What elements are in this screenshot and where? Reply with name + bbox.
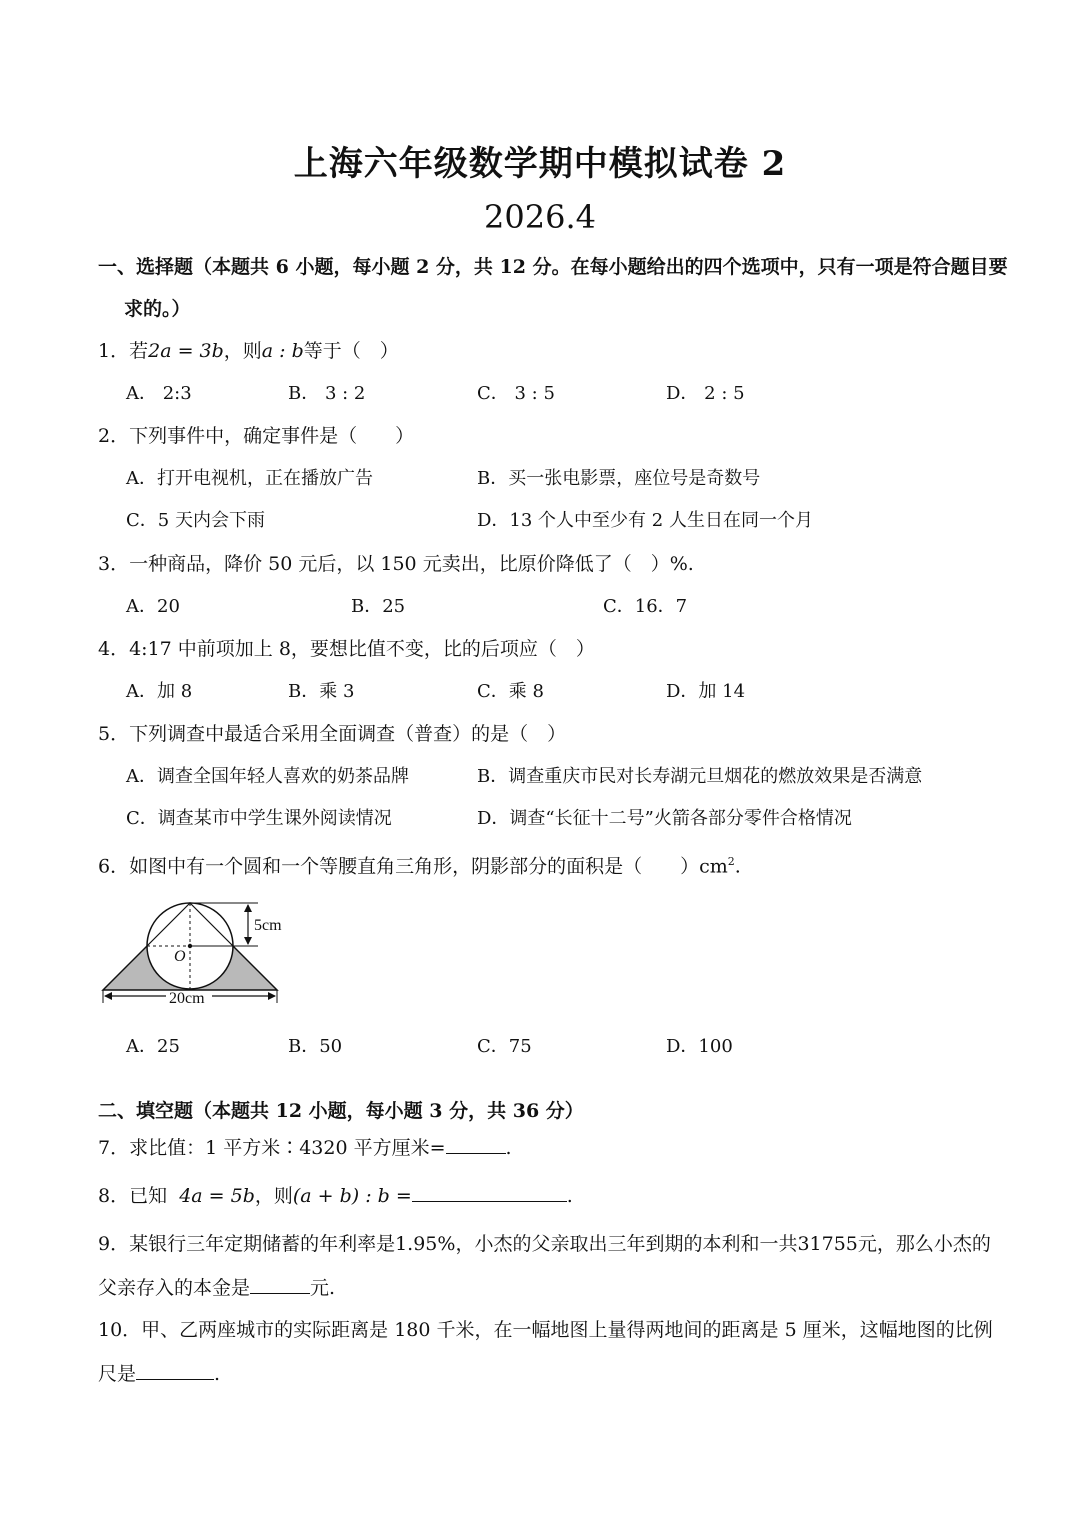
question-3: 3．一种商品，降价 50 元后，以 150 元卖出，比原价降低了（ ）%. [98, 553, 694, 575]
q5-option-c: C．调查某市中学生课外阅读情况 [126, 808, 392, 829]
q1-option-a: A． 2:3 [126, 383, 192, 404]
q6-geometry-diagram [98, 895, 298, 1010]
q5-option-a: A．调查全国年轻人喜欢的奶茶品牌 [126, 766, 409, 787]
q9-line2-prefix: 父亲存入的本金是 [98, 1277, 251, 1299]
q8-answer-blank[interactable] [412, 1183, 567, 1202]
q3-option-b: B．25 [351, 596, 406, 617]
q1-ratio: a : b [261, 340, 304, 362]
question-9: 9．某银行三年定期储蓄的年利率是1.95%，小杰的父亲取出三年到期的本利和一共31755元，那么小杰的 [98, 1233, 991, 1255]
q8-mid: ，则 [254, 1185, 293, 1207]
label-base: 20cm [169, 990, 205, 1007]
q5-option-b: B．调查重庆市民对长寿湖元旦烟花的燃放效果是否满意 [477, 766, 923, 787]
section2-heading: 二、填空题（本题共 12 小题，每小题 3 分，共 36 分） [98, 1100, 584, 1122]
q4-option-a: A．加 8 [126, 681, 193, 702]
q8-equation: 4a = 5b [179, 1185, 255, 1207]
q9-answer-blank[interactable] [250, 1275, 310, 1294]
q4-option-d: D．加 14 [666, 681, 746, 702]
question-2: 2．下列事件中，确定事件是（ ） [98, 425, 415, 447]
q6-option-b: B．50 [288, 1036, 343, 1057]
question-1 [98, 339, 399, 363]
question-4: 4．4:17 中前项加上 8，要想比值不变，比的后项应（ ） [98, 638, 595, 660]
q2-option-d: D．13 个人中至少有 2 人生日在同一个月 [477, 510, 813, 531]
q2-option-a: A．打开电视机，正在播放广告 [126, 468, 373, 489]
q6-option-c: C．75 [477, 1036, 532, 1057]
page-title: 上海六年级数学期中模拟试卷 2 [293, 144, 787, 184]
q1-equation: 2a = 3b [148, 340, 224, 362]
q9-line2-suffix: 元. [310, 1277, 336, 1299]
question-10: 10．甲、乙两座城市的实际距离是 180 千米，在一幅地图上量得两地间的距离是 5 厘米，这幅地图的比例 [98, 1319, 993, 1341]
q8-end: . [566, 1185, 573, 1207]
q10-line2-suffix: . [214, 1363, 221, 1385]
q6-option-d: D．100 [666, 1036, 733, 1057]
section1-heading: 一、选择题（本题共 6 小题，每小题 2 分，共 12 分。在每小题给出的四个选项中，只有一项是符合题目要 [98, 256, 1008, 278]
question-6 [98, 850, 741, 878]
q2-option-c: C．5 天内会下雨 [126, 510, 265, 531]
question-9-cont [98, 1275, 335, 1300]
q4-option-c: C．乘 8 [477, 681, 544, 702]
question-10-cont [98, 1361, 220, 1386]
q10-answer-blank[interactable] [136, 1361, 214, 1380]
q6-superscript: 2 [727, 855, 735, 868]
q10-line2-prefix: 尺是 [98, 1363, 137, 1385]
q6-figure [98, 895, 298, 1014]
arrowhead-up [244, 904, 252, 912]
question-8 [98, 1183, 573, 1208]
q6-option-a: A．25 [126, 1036, 180, 1057]
q5-option-d: D．调查“长征十二号”火箭各部分零件合格情况 [477, 808, 852, 829]
question-5: 5．下列调查中最适合采用全面调查（普查）的是（ ） [98, 723, 567, 745]
label-center: O [174, 948, 186, 965]
question-7 [98, 1135, 512, 1160]
label-height: 5cm [254, 917, 282, 934]
arrowhead-left [104, 992, 112, 1000]
q1-mid: ，则 [223, 340, 262, 362]
arrowhead-down [244, 937, 252, 945]
exam-date: 2026.4 [484, 198, 596, 236]
q1-suffix: 等于（ ） [303, 340, 399, 362]
arrowhead-right [268, 992, 276, 1000]
q8-expression: (a + b) : b = [292, 1185, 412, 1207]
q7-answer-blank[interactable] [446, 1135, 506, 1154]
q1-option-d: D． 2 : 5 [666, 383, 745, 404]
q6-end: . [734, 855, 741, 878]
q8-prefix: 8．已知 [98, 1185, 168, 1207]
q7-text: 7．求比值：1 平方米∶4320 平方厘米= [98, 1137, 446, 1159]
q1-option-c: C． 3 : 5 [477, 383, 555, 404]
q7-end: . [505, 1137, 512, 1159]
q4-option-b: B．乘 3 [288, 681, 355, 702]
q1-prefix: 若 [129, 340, 149, 362]
q1-option-b: B． 3 : 2 [288, 383, 366, 404]
q1-number: 1． [98, 340, 130, 362]
section1-heading-cont: 求的。） [124, 298, 191, 320]
q6-text: 6．如图中有一个圆和一个等腰直角三角形，阴影部分的面积是（ ）cm [98, 855, 728, 878]
q2-option-b: B．买一张电影票，座位号是奇数号 [477, 468, 761, 489]
q3-option-c: C．16．7 [603, 596, 688, 617]
q3-option-a: A．20 [126, 596, 180, 617]
